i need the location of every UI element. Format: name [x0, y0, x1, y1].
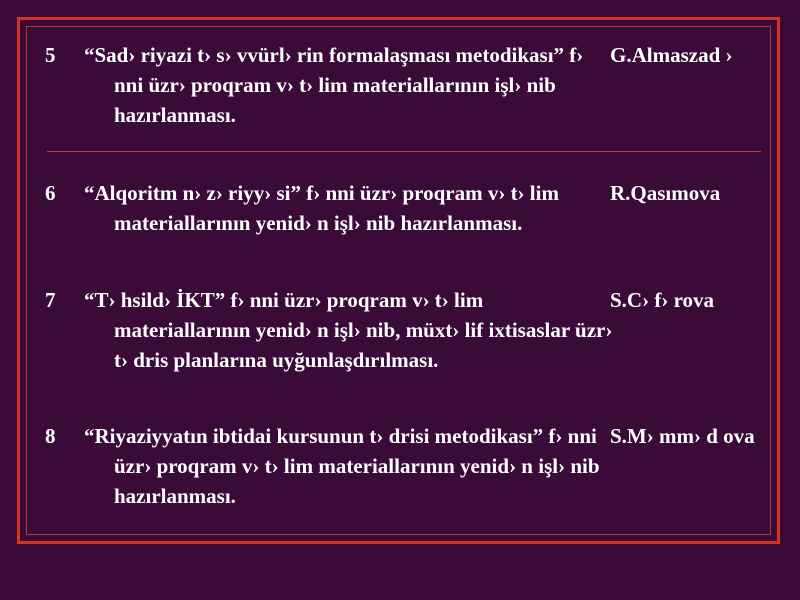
item-number: 7 — [45, 288, 56, 312]
item-title: “T› hsild› İKT” f› nni üzr› proqram v› t› lim materiallarının yenid› n işl› nib, müxt› lif ixtisaslar üzr› t› dris planlarına uyğunlaşdırılması. — [84, 288, 613, 372]
item-author: G.Almaszad › — [610, 43, 733, 67]
item-title: “Alqoritm n› z› riyy› si” f› nni üzr› proqram v› t› lim materiallarının yenid› n işl› nib hazırlanması. — [84, 181, 559, 235]
item-author: R.Qasımova — [610, 181, 721, 205]
row-divider-line — [47, 151, 761, 152]
item-number: 6 — [45, 181, 56, 205]
item-number: 8 — [45, 424, 56, 448]
item-author: S.M› mm› d ova — [610, 424, 755, 448]
item-title: “Sad› riyazi t› s› vvürl› rin formalaşması metodikası” f› nni üzr› proqram v› t› lim materiallarının işl› nib hazırlanması. — [84, 43, 584, 127]
item-title: “Riyaziyyatın ibtidai kursunun t› drisi metodikası” f› nni üzr› proqram v› t› lim materiallarının yenid› n işl› nib hazırlanması. — [84, 424, 600, 508]
item-author: S.C› f› rova — [610, 288, 715, 312]
item-number: 5 — [45, 43, 56, 67]
